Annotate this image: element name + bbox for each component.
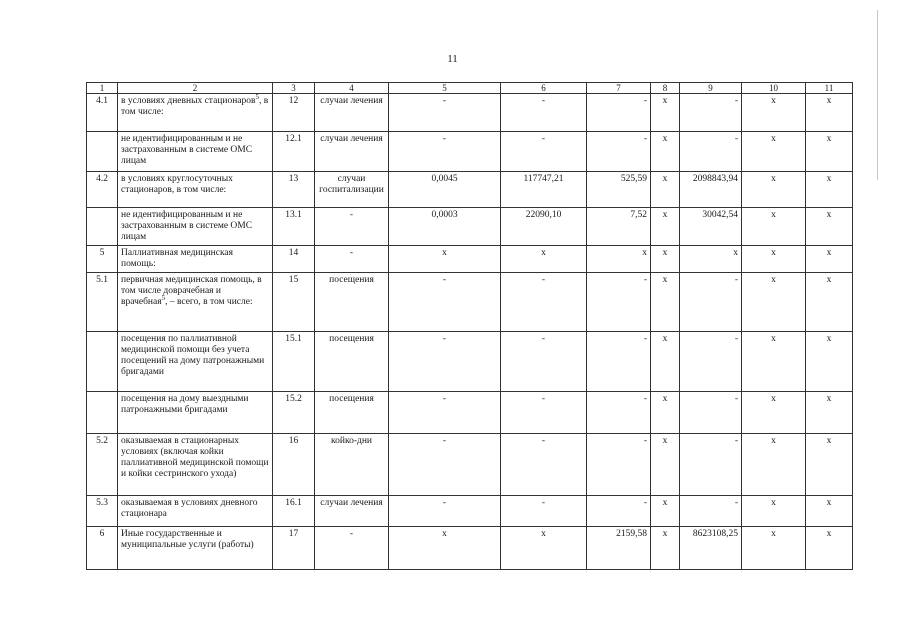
table-cell-c8: x bbox=[651, 392, 680, 434]
table-cell-c7: - bbox=[587, 392, 651, 434]
row-description: посещения на дому выездными патронажными бригадами bbox=[121, 394, 249, 415]
table-cell-c4: - bbox=[315, 527, 389, 570]
table-cell-c8: x bbox=[651, 332, 680, 392]
table-cell-c11: x bbox=[806, 527, 853, 570]
table-row bbox=[87, 132, 853, 172]
table-cell-c10: x bbox=[742, 392, 806, 434]
row-description: в условиях круглосуточных стационаров, в том числе: bbox=[121, 174, 233, 195]
row-description-cell bbox=[118, 132, 273, 172]
table-cell-c5: - bbox=[389, 273, 501, 332]
table-row bbox=[87, 246, 853, 273]
table-cell-c8: x bbox=[651, 172, 680, 208]
table-cell-c9: x bbox=[680, 246, 742, 273]
table-cell-c1 bbox=[87, 332, 118, 392]
table-cell-c10: x bbox=[742, 273, 806, 332]
table-cell-c5: 0,0045 bbox=[389, 172, 501, 208]
table-cell-c4: случаи лечения bbox=[315, 94, 389, 132]
table-cell-c10: x bbox=[742, 246, 806, 273]
table-cell-c5: - bbox=[389, 434, 501, 496]
table-cell-c1: 5.2 bbox=[87, 434, 118, 496]
row-description-cell bbox=[118, 527, 273, 570]
header-cell: 11 bbox=[806, 83, 853, 94]
table-cell-c9: - bbox=[680, 392, 742, 434]
row-description-cell bbox=[118, 496, 273, 527]
table-cell-c11: x bbox=[806, 94, 853, 132]
table-cell-c10: x bbox=[742, 434, 806, 496]
table-cell-c7: 2159,58 bbox=[587, 527, 651, 570]
row-description: оказываемая в условиях дневного стационара bbox=[121, 498, 258, 519]
table-cell-c5: - bbox=[389, 94, 501, 132]
table-cell-c6: - bbox=[501, 392, 587, 434]
table-cell-c6: - bbox=[501, 332, 587, 392]
table-cell-c11: x bbox=[806, 132, 853, 172]
table-cell-c9: - bbox=[680, 273, 742, 332]
table-cell-c7: 7,52 bbox=[587, 208, 651, 246]
table-cell-c1: 5 bbox=[87, 246, 118, 273]
table-cell-c4: случаи лечения bbox=[315, 496, 389, 527]
header-cell: 5 bbox=[389, 83, 501, 94]
table-cell-c11: x bbox=[806, 208, 853, 246]
table-row bbox=[87, 392, 853, 434]
row-description: Паллиативная медицинская помощь: bbox=[121, 248, 234, 269]
header-cell: 2 bbox=[118, 83, 273, 94]
table-cell-c9: 2098843,94 bbox=[680, 172, 742, 208]
header-cell: 1 bbox=[87, 83, 118, 94]
row-description: не идентифицированным и не застрахованным в системе ОМС лицам bbox=[121, 134, 253, 166]
row-description-cell bbox=[118, 273, 273, 332]
table-cell-c3: 13 bbox=[273, 172, 315, 208]
table-cell-c10: x bbox=[742, 208, 806, 246]
table-cell-c6: 22090,10 bbox=[501, 208, 587, 246]
row-description-cell bbox=[118, 434, 273, 496]
header-cell: 7 bbox=[587, 83, 651, 94]
row-description: оказываемая в стационарных условиях (включая койки паллиативной медицинской помощи и койки сестринского ухода) bbox=[121, 436, 269, 479]
table-row bbox=[87, 208, 853, 246]
table-cell-c6: - bbox=[501, 94, 587, 132]
table-cell-c7: - bbox=[587, 496, 651, 527]
table-cell-c10: x bbox=[742, 172, 806, 208]
table-cell-c9: - bbox=[680, 94, 742, 132]
table-cell-c1 bbox=[87, 392, 118, 434]
page-number: 11 bbox=[447, 53, 458, 65]
table-cell-c9: 8623108,25 bbox=[680, 527, 742, 570]
table-cell-c7: - bbox=[587, 332, 651, 392]
table-header-row bbox=[87, 83, 853, 94]
table-cell-c8: x bbox=[651, 496, 680, 527]
table-cell-c7: - bbox=[587, 273, 651, 332]
row-description: посещения по паллиативной медицинской помощи без учета посещений на дому патронажными бригадами bbox=[121, 334, 265, 377]
table-cell-c5: - bbox=[389, 392, 501, 434]
data-table bbox=[86, 82, 853, 570]
table-cell-c4: - bbox=[315, 208, 389, 246]
table-cell-c3: 14 bbox=[273, 246, 315, 273]
header-cell: 8 bbox=[651, 83, 680, 94]
row-description-cell bbox=[118, 392, 273, 434]
footnote-mark: 5 bbox=[161, 293, 166, 302]
table-cell-c8: x bbox=[651, 208, 680, 246]
footnote-mark: 5 bbox=[255, 93, 259, 101]
table-cell-c5: 0,0003 bbox=[389, 208, 501, 246]
row-description-tail: , – всего, в том числе: bbox=[165, 297, 253, 307]
table-cell-c1: 5.3 bbox=[87, 496, 118, 527]
table-cell-c10: x bbox=[742, 94, 806, 132]
table-cell-c6: - bbox=[501, 434, 587, 496]
table-cell-c11: x bbox=[806, 172, 853, 208]
table-cell-c7: - bbox=[587, 132, 651, 172]
header-cell: 4 bbox=[315, 83, 389, 94]
header-cell: 9 bbox=[680, 83, 742, 94]
table-cell-c6: x bbox=[501, 246, 587, 273]
table-cell-c8: x bbox=[651, 434, 680, 496]
table-row bbox=[87, 527, 853, 570]
table-cell-c8: x bbox=[651, 246, 680, 273]
table-row bbox=[87, 332, 853, 392]
table-cell-c4: случаи лечения bbox=[315, 132, 389, 172]
table-cell-c5: - bbox=[389, 332, 501, 392]
table-cell-c8: x bbox=[651, 94, 680, 132]
table-cell-c5: - bbox=[389, 132, 501, 172]
table-cell-c1: 5.1 bbox=[87, 273, 118, 332]
table-cell-c11: x bbox=[806, 392, 853, 434]
table-row bbox=[87, 273, 853, 332]
table-cell-c6: 117747,21 bbox=[501, 172, 587, 208]
table-cell-c3: 16 bbox=[273, 434, 315, 496]
header-cell: 3 bbox=[273, 83, 315, 94]
row-description-cell bbox=[118, 172, 273, 208]
table-row bbox=[87, 434, 853, 496]
table-cell-c1: 4.2 bbox=[87, 172, 118, 208]
row-description-cell bbox=[118, 208, 273, 246]
scan-edge-line bbox=[877, 10, 878, 180]
table-cell-c3: 16.1 bbox=[273, 496, 315, 527]
row-description-cell bbox=[118, 332, 273, 392]
table-cell-c4: посещения bbox=[315, 392, 389, 434]
table-cell-c4: койко-дни bbox=[315, 434, 389, 496]
table-cell-c5: x bbox=[389, 246, 501, 273]
table-cell-c6: - bbox=[501, 273, 587, 332]
table-cell-c11: x bbox=[806, 332, 853, 392]
header-cell: 6 bbox=[501, 83, 587, 94]
table-cell-c7: - bbox=[587, 434, 651, 496]
table-cell-c3: 12 bbox=[273, 94, 315, 132]
table-cell-c5: x bbox=[389, 527, 501, 570]
table-cell-c10: x bbox=[742, 527, 806, 570]
table-cell-c3: 17 bbox=[273, 527, 315, 570]
table-row bbox=[87, 496, 853, 527]
table-cell-c11: x bbox=[806, 496, 853, 527]
table-cell-c4: - bbox=[315, 246, 389, 273]
table-cell-c3: 15 bbox=[273, 273, 315, 332]
table-cell-c10: x bbox=[742, 496, 806, 527]
table-cell-c3: 15.1 bbox=[273, 332, 315, 392]
table-cell-c7: - bbox=[587, 94, 651, 132]
table-cell-c5: - bbox=[389, 496, 501, 527]
table-cell-c6: - bbox=[501, 132, 587, 172]
table-cell-c9: - bbox=[680, 434, 742, 496]
table-cell-c11: x bbox=[806, 246, 853, 273]
table-cell-c9: - bbox=[680, 132, 742, 172]
table-cell-c9: 30042,54 bbox=[680, 208, 742, 246]
table-cell-c3: 15.2 bbox=[273, 392, 315, 434]
table-row bbox=[87, 172, 853, 208]
table-cell-c1: 6 bbox=[87, 527, 118, 570]
table-cell-c10: x bbox=[742, 332, 806, 392]
table-cell-c1 bbox=[87, 208, 118, 246]
table-cell-c11: x bbox=[806, 434, 853, 496]
row-description: первичная медицинская помощь, в том числе доврачебная и врачебная bbox=[121, 275, 262, 307]
table-row bbox=[87, 94, 853, 132]
table-cell-c8: x bbox=[651, 132, 680, 172]
table-cell-c1: 4.1 bbox=[87, 94, 118, 132]
table-cell-c1 bbox=[87, 132, 118, 172]
table-cell-c9: - bbox=[680, 332, 742, 392]
table-cell-c4: посещения bbox=[315, 332, 389, 392]
row-description-cell bbox=[118, 246, 273, 273]
table-cell-c4: случаи госпитализации bbox=[315, 172, 389, 208]
table-cell-c4: посещения bbox=[315, 273, 389, 332]
table-cell-c9: - bbox=[680, 496, 742, 527]
table-cell-c10: x bbox=[742, 132, 806, 172]
table-cell-c3: 12.1 bbox=[273, 132, 315, 172]
table-cell-c6: x bbox=[501, 527, 587, 570]
row-description: в условиях дневных стационаров bbox=[121, 96, 256, 106]
row-description: не идентифицированным и не застрахованным в системе ОМС лицам bbox=[121, 210, 253, 242]
table-cell-c8: x bbox=[651, 527, 680, 570]
table-cell-c8: x bbox=[651, 273, 680, 332]
row-description-cell bbox=[118, 94, 273, 132]
header-cell: 10 bbox=[742, 83, 806, 94]
table-cell-c11: x bbox=[806, 273, 853, 332]
table-cell-c7: x bbox=[587, 246, 651, 273]
table-cell-c3: 13.1 bbox=[273, 208, 315, 246]
row-description: Иные государственные и муниципальные услуги (работы) bbox=[121, 529, 254, 550]
row-description-tail: , в том числе: bbox=[121, 96, 269, 117]
table-cell-c6: - bbox=[501, 496, 587, 527]
table-cell-c7: 525,59 bbox=[587, 172, 651, 208]
